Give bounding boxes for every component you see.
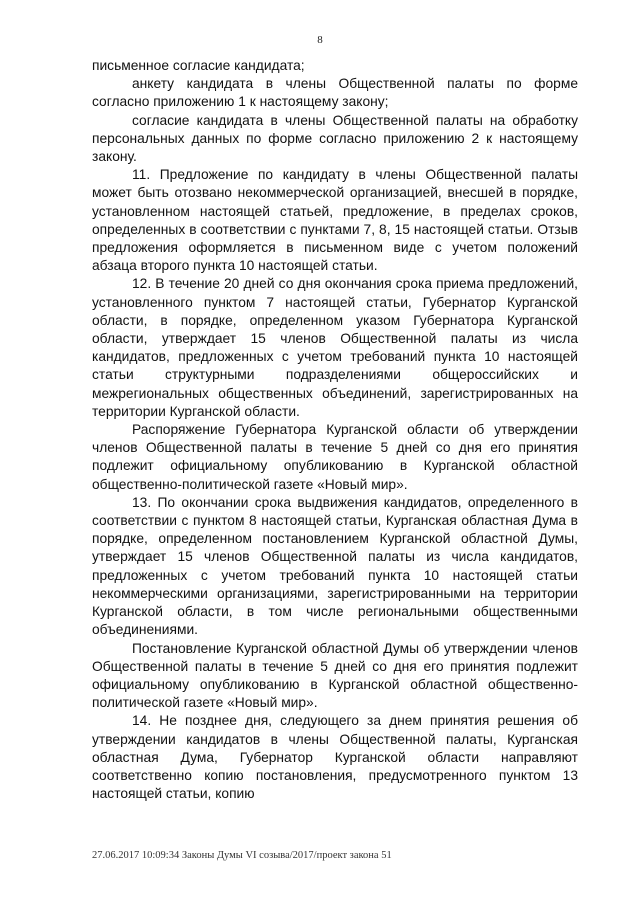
document-body xyxy=(92,57,578,803)
page-number: 8 xyxy=(317,34,323,46)
paragraph-item-12: 12. В течение 20 дней со дня окончания срока приема предложений, установленного пунктом 7 настоящей статьи, Губернатор Курганской области, в порядке, определенном указом Губернатора Курганской области, утверждает 15 членов Общественной палаты из числа кандидатов, предложенных с учетом требований пункта 10 настоящей статьи структурными подразделениями общероссийских и межрегиональных общественных объединений, зарегистрированных на территории Курганской области. xyxy=(92,276,578,419)
paragraph-item-14: 14. Не позднее дня, следующего за днем принятия решения об утверждении кандидатов в члены Общественной палаты, Курганская областная Дума, Губернатор Курганской области направляют соответственно копию постановления, предусмотренного пунктом 13 настоящей статьи, копию xyxy=(92,713,578,802)
paragraph-consent-written: письменное согласие кандидата; xyxy=(92,58,305,73)
footer-file-path: 27.06.2017 10:09:34 Законы Думы VI созыва/2017/проект закона 51 xyxy=(92,850,392,861)
paragraph-personal-data-consent: согласие кандидата в члены Общественной палаты на обработку персональных данных по форме согласно приложению 2 к настоящему закону. xyxy=(92,112,578,165)
paragraph-governor-order: Распоряжение Губернатора Курганской области об утверждении членов Общественной палаты в течение 5 дней со дня его принятия подлежит официальному опубликованию в Курганской областной общественно-политической газете «Новый мир». xyxy=(92,422,578,492)
paragraph-questionnaire: анкету кандидата в члены Общественной палаты по форме согласно приложению 1 к настоящему закону; xyxy=(92,76,578,110)
paragraph-item-13: 13. По окончании срока выдвижения кандидатов, определенного в соответствии с пунктом 8 настоящей статьи, Курганская областная Дума в порядке, определенном постановлением Курганской областной Думы, утверждает 15 членов Общественной палаты из числа кандидатов, предложенных с учетом требований пункта 10 настоящей статьи некоммерческими организациями, зарегистрированными на территории Курганской области, в том числе региональными общественными объединениями. xyxy=(92,494,578,638)
paragraph-duma-resolution: Постановление Курганской областной Думы об утверждении членов Общественной палаты в течение 5 дней со дня его принятия подлежит официальному опубликованию в Курганской областной общественно-политической газете «Новый мир». xyxy=(92,640,578,711)
paragraph-item-11: 11. Предложение по кандидату в члены Общественной палаты может быть отозвано некоммерческой организацией, внесшей в порядке, установленном настоящей статьей, предложение, в пределах сроков, определенных в соответствии с пунктами 7, 8, 15 настоящей статьи. Отзыв предложения оформляется в письменном виде с учетом положений абзаца второго пункта 10 настоящей статьи. xyxy=(92,167,578,274)
